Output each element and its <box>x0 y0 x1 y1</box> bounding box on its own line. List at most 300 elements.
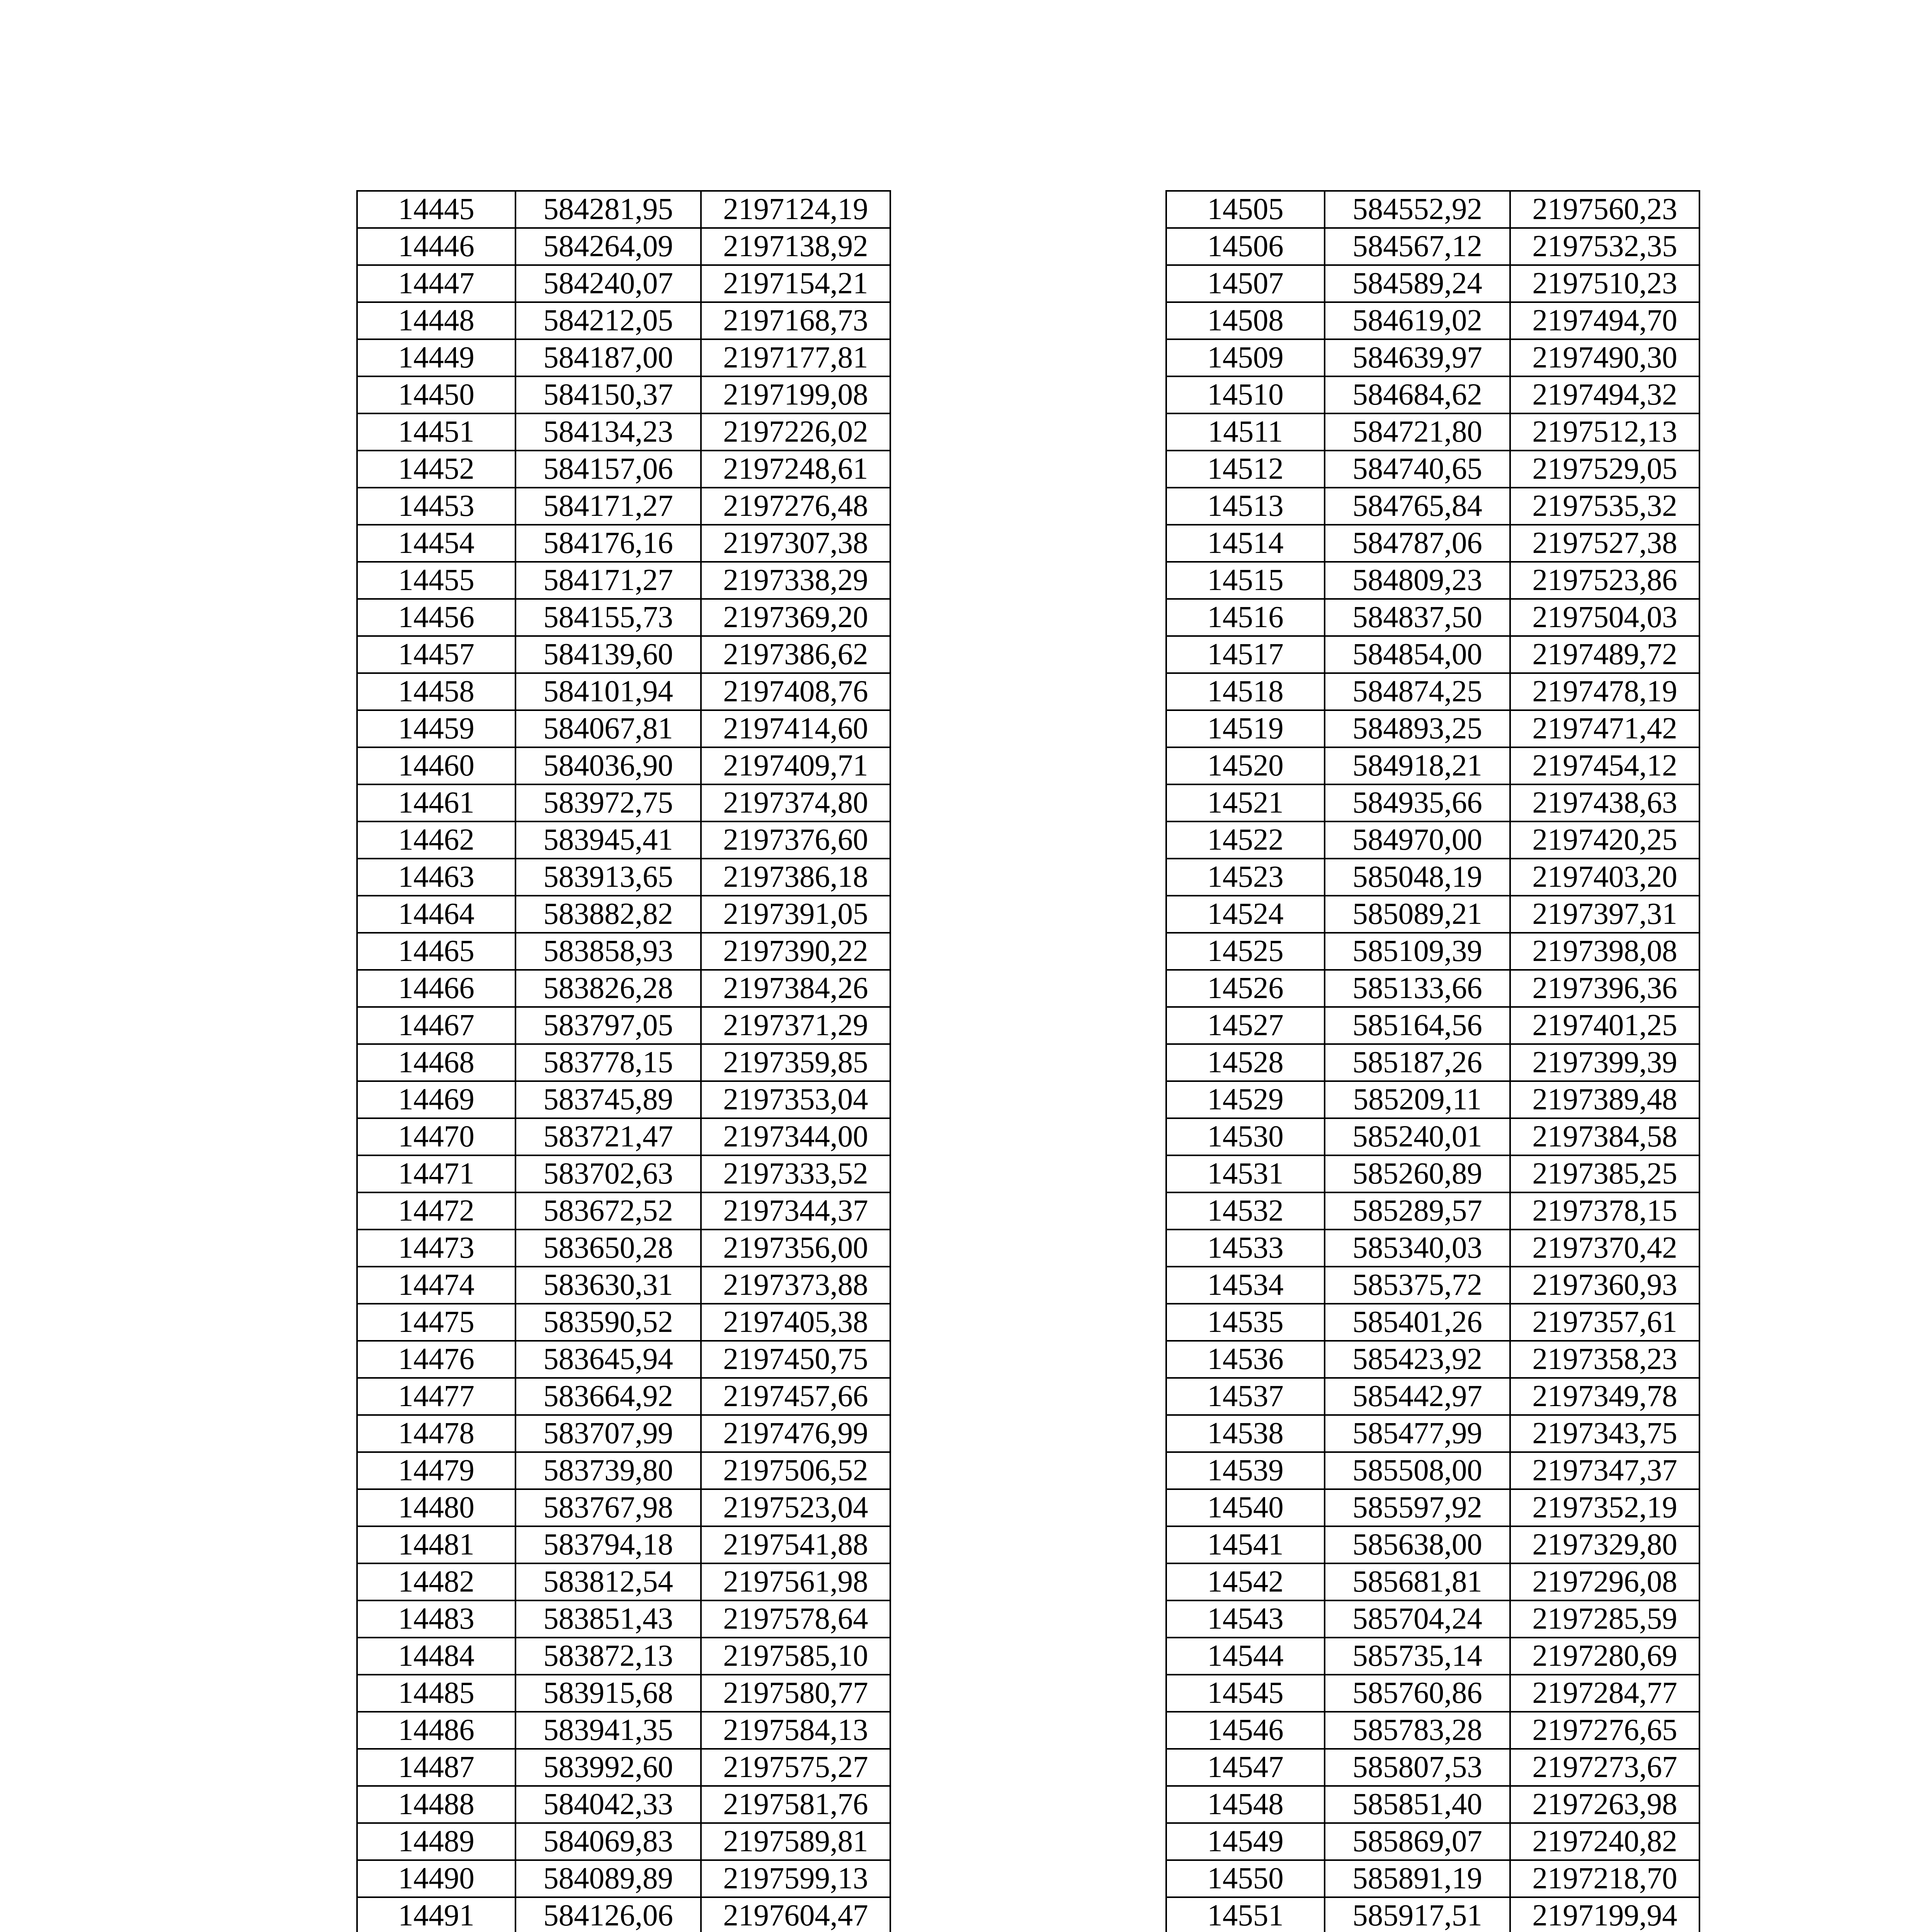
table-row <box>357 1638 890 1675</box>
y-coordinate-cell: 2197389,48 <box>1510 1081 1699 1118</box>
y-coordinate-cell: 2197240,82 <box>1510 1823 1699 1860</box>
point-number-cell: 14481 <box>357 1526 515 1563</box>
table-row <box>1166 1712 1699 1749</box>
x-coordinate-cell: 584089,89 <box>515 1860 701 1897</box>
x-coordinate-cell: 584042,33 <box>515 1786 701 1823</box>
x-coordinate-cell: 585807,53 <box>1325 1749 1510 1786</box>
y-coordinate-cell: 2197396,36 <box>1510 970 1699 1007</box>
x-coordinate-cell: 585704,24 <box>1325 1600 1510 1638</box>
point-number-cell: 14455 <box>357 562 515 599</box>
table-row <box>357 896 890 933</box>
x-coordinate-cell: 585260,89 <box>1325 1155 1510 1192</box>
y-coordinate-cell: 2197599,13 <box>701 1860 890 1897</box>
point-number-cell: 14490 <box>357 1860 515 1897</box>
table-row <box>357 302 890 339</box>
table-row <box>357 933 890 970</box>
y-coordinate-cell: 2197384,58 <box>1510 1118 1699 1155</box>
point-number-cell: 14543 <box>1166 1600 1325 1638</box>
y-coordinate-cell: 2197154,21 <box>701 265 890 302</box>
table-row <box>1166 1007 1699 1044</box>
table-row <box>357 228 890 265</box>
x-coordinate-cell: 584036,90 <box>515 747 701 784</box>
point-number-cell: 14514 <box>1166 525 1325 562</box>
point-number-cell: 14531 <box>1166 1155 1325 1192</box>
point-number-cell: 14461 <box>357 784 515 821</box>
point-number-cell: 14533 <box>1166 1230 1325 1267</box>
table-row <box>357 488 890 525</box>
y-coordinate-cell: 2197527,38 <box>1510 525 1699 562</box>
table-row <box>357 1007 890 1044</box>
x-coordinate-cell: 585133,66 <box>1325 970 1510 1007</box>
table-row <box>357 265 890 302</box>
table-row <box>357 710 890 747</box>
table-row <box>1166 1638 1699 1675</box>
point-number-cell: 14535 <box>1166 1304 1325 1341</box>
table-row <box>357 1304 890 1341</box>
y-coordinate-cell: 2197248,61 <box>701 451 890 488</box>
x-coordinate-cell: 585681,81 <box>1325 1563 1510 1600</box>
point-number-cell: 14469 <box>357 1081 515 1118</box>
x-coordinate-cell: 585109,39 <box>1325 933 1510 970</box>
y-coordinate-cell: 2197199,08 <box>701 376 890 413</box>
x-coordinate-cell: 585597,92 <box>1325 1489 1510 1526</box>
point-number-cell: 14456 <box>357 599 515 636</box>
x-coordinate-cell: 583739,80 <box>515 1452 701 1489</box>
x-coordinate-cell: 584874,25 <box>1325 673 1510 710</box>
point-number-cell: 14505 <box>1166 191 1325 228</box>
y-coordinate-cell: 2197535,32 <box>1510 488 1699 525</box>
table-row <box>357 1600 890 1638</box>
y-coordinate-cell: 2197581,76 <box>701 1786 890 1823</box>
table-row <box>357 1563 890 1600</box>
point-number-cell: 14467 <box>357 1007 515 1044</box>
point-number-cell: 14515 <box>1166 562 1325 599</box>
y-coordinate-cell: 2197438,63 <box>1510 784 1699 821</box>
x-coordinate-cell: 584809,23 <box>1325 562 1510 599</box>
point-number-cell: 14511 <box>1166 413 1325 451</box>
x-coordinate-cell: 583882,82 <box>515 896 701 933</box>
table-row <box>357 1860 890 1897</box>
y-coordinate-cell: 2197584,13 <box>701 1712 890 1749</box>
table-row <box>357 747 890 784</box>
point-number-cell: 14480 <box>357 1489 515 1526</box>
x-coordinate-cell: 585508,00 <box>1325 1452 1510 1489</box>
x-coordinate-cell: 584970,00 <box>1325 821 1510 859</box>
x-coordinate-cell: 584126,06 <box>515 1897 701 1932</box>
point-number-cell: 14448 <box>357 302 515 339</box>
table-row <box>1166 1230 1699 1267</box>
y-coordinate-cell: 2197307,38 <box>701 525 890 562</box>
point-number-cell: 14548 <box>1166 1786 1325 1823</box>
point-number-cell: 14524 <box>1166 896 1325 933</box>
point-number-cell: 14451 <box>357 413 515 451</box>
y-coordinate-cell: 2197369,20 <box>701 599 890 636</box>
point-number-cell: 14532 <box>1166 1192 1325 1230</box>
y-coordinate-cell: 2197523,86 <box>1510 562 1699 599</box>
table-row <box>1166 1415 1699 1452</box>
table-row <box>1166 1341 1699 1378</box>
table-row <box>357 1267 890 1304</box>
point-number-cell: 14449 <box>357 339 515 376</box>
x-coordinate-cell: 585187,26 <box>1325 1044 1510 1081</box>
x-coordinate-cell: 585401,26 <box>1325 1304 1510 1341</box>
y-coordinate-cell: 2197378,15 <box>1510 1192 1699 1230</box>
y-coordinate-cell: 2197494,70 <box>1510 302 1699 339</box>
point-number-cell: 14517 <box>1166 636 1325 673</box>
y-coordinate-cell: 2197371,29 <box>701 1007 890 1044</box>
x-coordinate-cell: 584837,50 <box>1325 599 1510 636</box>
y-coordinate-cell: 2197357,61 <box>1510 1304 1699 1341</box>
x-coordinate-cell: 584281,95 <box>515 191 701 228</box>
y-coordinate-cell: 2197512,13 <box>1510 413 1699 451</box>
y-coordinate-cell: 2197529,05 <box>1510 451 1699 488</box>
x-coordinate-cell: 583721,47 <box>515 1118 701 1155</box>
y-coordinate-cell: 2197386,18 <box>701 859 890 896</box>
x-coordinate-cell: 585851,40 <box>1325 1786 1510 1823</box>
table-row <box>357 821 890 859</box>
point-number-cell: 14527 <box>1166 1007 1325 1044</box>
point-number-cell: 14521 <box>1166 784 1325 821</box>
x-coordinate-cell: 584684,62 <box>1325 376 1510 413</box>
point-number-cell: 14471 <box>357 1155 515 1192</box>
x-coordinate-cell: 583664,92 <box>515 1378 701 1415</box>
y-coordinate-cell: 2197296,08 <box>1510 1563 1699 1600</box>
y-coordinate-cell: 2197408,76 <box>701 673 890 710</box>
y-coordinate-cell: 2197338,29 <box>701 562 890 599</box>
table-row <box>1166 859 1699 896</box>
table-row <box>1166 1081 1699 1118</box>
table-row <box>1166 228 1699 265</box>
y-coordinate-cell: 2197168,73 <box>701 302 890 339</box>
table-row <box>357 1044 890 1081</box>
y-coordinate-cell: 2197560,23 <box>1510 191 1699 228</box>
table-row <box>1166 339 1699 376</box>
x-coordinate-cell: 584567,12 <box>1325 228 1510 265</box>
x-coordinate-cell: 583858,93 <box>515 933 701 970</box>
x-coordinate-cell: 584171,27 <box>515 488 701 525</box>
x-coordinate-cell: 583915,68 <box>515 1675 701 1712</box>
point-number-cell: 14476 <box>357 1341 515 1378</box>
table-row <box>357 1823 890 1860</box>
table-row <box>1166 784 1699 821</box>
x-coordinate-cell: 583941,35 <box>515 1712 701 1749</box>
y-coordinate-cell: 2197585,10 <box>701 1638 890 1675</box>
x-coordinate-cell: 585869,07 <box>1325 1823 1510 1860</box>
x-coordinate-cell: 583972,75 <box>515 784 701 821</box>
point-number-cell: 14525 <box>1166 933 1325 970</box>
point-number-cell: 14516 <box>1166 599 1325 636</box>
table-row <box>1166 1155 1699 1192</box>
point-number-cell: 14541 <box>1166 1526 1325 1563</box>
y-coordinate-cell: 2197273,67 <box>1510 1749 1699 1786</box>
table-row <box>1166 599 1699 636</box>
table-row <box>357 784 890 821</box>
x-coordinate-cell: 584157,06 <box>515 451 701 488</box>
y-coordinate-cell: 2197398,08 <box>1510 933 1699 970</box>
table-row <box>1166 525 1699 562</box>
x-coordinate-cell: 584721,80 <box>1325 413 1510 451</box>
y-coordinate-cell: 2197285,59 <box>1510 1600 1699 1638</box>
point-number-cell: 14545 <box>1166 1675 1325 1712</box>
x-coordinate-cell: 584067,81 <box>515 710 701 747</box>
y-coordinate-cell: 2197399,39 <box>1510 1044 1699 1081</box>
table-row <box>357 1749 890 1786</box>
point-number-cell: 14542 <box>1166 1563 1325 1600</box>
point-number-cell: 14486 <box>357 1712 515 1749</box>
point-number-cell: 14539 <box>1166 1452 1325 1489</box>
x-coordinate-cell: 584765,84 <box>1325 488 1510 525</box>
point-number-cell: 14518 <box>1166 673 1325 710</box>
y-coordinate-cell: 2197352,19 <box>1510 1489 1699 1526</box>
x-coordinate-cell: 585209,11 <box>1325 1081 1510 1118</box>
table-row <box>1166 1823 1699 1860</box>
y-coordinate-cell: 2197478,19 <box>1510 673 1699 710</box>
x-coordinate-cell: 584552,92 <box>1325 191 1510 228</box>
point-number-cell: 14447 <box>357 265 515 302</box>
table-row <box>357 599 890 636</box>
point-number-cell: 14513 <box>1166 488 1325 525</box>
point-number-cell: 14470 <box>357 1118 515 1155</box>
table-row <box>357 451 890 488</box>
table-row <box>1166 1118 1699 1155</box>
table-row <box>357 562 890 599</box>
table-row <box>357 1786 890 1823</box>
x-coordinate-cell: 585423,92 <box>1325 1341 1510 1378</box>
y-coordinate-cell: 2197360,93 <box>1510 1267 1699 1304</box>
coordinates-table-right <box>1165 190 1700 1932</box>
point-number-cell: 14458 <box>357 673 515 710</box>
table-row <box>357 1155 890 1192</box>
y-coordinate-cell: 2197589,81 <box>701 1823 890 1860</box>
x-coordinate-cell: 583851,43 <box>515 1600 701 1638</box>
point-number-cell: 14453 <box>357 488 515 525</box>
x-coordinate-cell: 584069,83 <box>515 1823 701 1860</box>
y-coordinate-cell: 2197276,65 <box>1510 1712 1699 1749</box>
point-number-cell: 14464 <box>357 896 515 933</box>
x-coordinate-cell: 583913,65 <box>515 859 701 896</box>
point-number-cell: 14534 <box>1166 1267 1325 1304</box>
point-number-cell: 14537 <box>1166 1378 1325 1415</box>
x-coordinate-cell: 584212,05 <box>515 302 701 339</box>
point-number-cell: 14507 <box>1166 265 1325 302</box>
x-coordinate-cell: 583590,52 <box>515 1304 701 1341</box>
y-coordinate-cell: 2197409,71 <box>701 747 890 784</box>
x-coordinate-cell: 583645,94 <box>515 1341 701 1378</box>
x-coordinate-cell: 584619,02 <box>1325 302 1510 339</box>
y-coordinate-cell: 2197541,88 <box>701 1526 890 1563</box>
point-number-cell: 14519 <box>1166 710 1325 747</box>
x-coordinate-cell: 583797,05 <box>515 1007 701 1044</box>
point-number-cell: 14454 <box>357 525 515 562</box>
table-row <box>1166 451 1699 488</box>
table-row <box>1166 896 1699 933</box>
table-row <box>1166 1044 1699 1081</box>
table-row <box>1166 821 1699 859</box>
y-coordinate-cell: 2197359,85 <box>701 1044 890 1081</box>
y-coordinate-cell: 2197370,42 <box>1510 1230 1699 1267</box>
point-number-cell: 14479 <box>357 1452 515 1489</box>
point-number-cell: 14549 <box>1166 1823 1325 1860</box>
y-coordinate-cell: 2197386,62 <box>701 636 890 673</box>
point-number-cell: 14546 <box>1166 1712 1325 1749</box>
point-number-cell: 14522 <box>1166 821 1325 859</box>
y-coordinate-cell: 2197490,30 <box>1510 339 1699 376</box>
point-number-cell: 14474 <box>357 1267 515 1304</box>
coordinates-table-left <box>356 190 891 1932</box>
x-coordinate-cell: 585442,97 <box>1325 1378 1510 1415</box>
x-coordinate-cell: 584134,23 <box>515 413 701 451</box>
x-coordinate-cell: 585477,99 <box>1325 1415 1510 1452</box>
x-coordinate-cell: 585240,01 <box>1325 1118 1510 1155</box>
x-coordinate-cell: 584740,65 <box>1325 451 1510 488</box>
table-row <box>1166 1304 1699 1341</box>
point-number-cell: 14472 <box>357 1192 515 1230</box>
table-row <box>357 376 890 413</box>
table-row <box>1166 710 1699 747</box>
table-row <box>1166 1378 1699 1415</box>
x-coordinate-cell: 585760,86 <box>1325 1675 1510 1712</box>
y-coordinate-cell: 2197226,02 <box>701 413 890 451</box>
point-number-cell: 14528 <box>1166 1044 1325 1081</box>
x-coordinate-cell: 585917,51 <box>1325 1897 1510 1932</box>
point-number-cell: 14445 <box>357 191 515 228</box>
y-coordinate-cell: 2197284,77 <box>1510 1675 1699 1712</box>
y-coordinate-cell: 2197454,12 <box>1510 747 1699 784</box>
y-coordinate-cell: 2197401,25 <box>1510 1007 1699 1044</box>
y-coordinate-cell: 2197376,60 <box>701 821 890 859</box>
y-coordinate-cell: 2197343,75 <box>1510 1415 1699 1452</box>
table-row <box>357 1675 890 1712</box>
y-coordinate-cell: 2197450,75 <box>701 1341 890 1378</box>
y-coordinate-cell: 2197177,81 <box>701 339 890 376</box>
x-coordinate-cell: 583745,89 <box>515 1081 701 1118</box>
x-coordinate-cell: 583992,60 <box>515 1749 701 1786</box>
table-row <box>1166 636 1699 673</box>
point-number-cell: 14485 <box>357 1675 515 1712</box>
y-coordinate-cell: 2197276,48 <box>701 488 890 525</box>
table-row <box>1166 265 1699 302</box>
y-coordinate-cell: 2197347,37 <box>1510 1452 1699 1489</box>
table-row <box>1166 673 1699 710</box>
point-number-cell: 14446 <box>357 228 515 265</box>
table-row <box>357 636 890 673</box>
point-number-cell: 14468 <box>357 1044 515 1081</box>
y-coordinate-cell: 2197344,00 <box>701 1118 890 1155</box>
x-coordinate-cell: 584935,66 <box>1325 784 1510 821</box>
table-row <box>1166 1192 1699 1230</box>
y-coordinate-cell: 2197561,98 <box>701 1563 890 1600</box>
y-coordinate-cell: 2197489,72 <box>1510 636 1699 673</box>
y-coordinate-cell: 2197578,64 <box>701 1600 890 1638</box>
point-number-cell: 14463 <box>357 859 515 896</box>
coordinates-table-left-body <box>357 191 890 1932</box>
x-coordinate-cell: 584787,06 <box>1325 525 1510 562</box>
table-row <box>357 1415 890 1452</box>
table-row <box>357 673 890 710</box>
table-row <box>1166 747 1699 784</box>
y-coordinate-cell: 2197405,38 <box>701 1304 890 1341</box>
x-coordinate-cell: 584139,60 <box>515 636 701 673</box>
y-coordinate-cell: 2197580,77 <box>701 1675 890 1712</box>
table-row <box>357 1897 890 1932</box>
point-number-cell: 14529 <box>1166 1081 1325 1118</box>
x-coordinate-cell: 584187,00 <box>515 339 701 376</box>
y-coordinate-cell: 2197384,26 <box>701 970 890 1007</box>
x-coordinate-cell: 585638,00 <box>1325 1526 1510 1563</box>
x-coordinate-cell: 583826,28 <box>515 970 701 1007</box>
x-coordinate-cell: 583672,52 <box>515 1192 701 1230</box>
y-coordinate-cell: 2197494,32 <box>1510 376 1699 413</box>
y-coordinate-cell: 2197349,78 <box>1510 1378 1699 1415</box>
point-number-cell: 14466 <box>357 970 515 1007</box>
x-coordinate-cell: 584854,00 <box>1325 636 1510 673</box>
point-number-cell: 14482 <box>357 1563 515 1600</box>
x-coordinate-cell: 583794,18 <box>515 1526 701 1563</box>
y-coordinate-cell: 2197476,99 <box>701 1415 890 1452</box>
table-row <box>1166 1563 1699 1600</box>
point-number-cell: 14450 <box>357 376 515 413</box>
table-row <box>1166 1749 1699 1786</box>
x-coordinate-cell: 584176,16 <box>515 525 701 562</box>
point-number-cell: 14488 <box>357 1786 515 1823</box>
y-coordinate-cell: 2197397,31 <box>1510 896 1699 933</box>
x-coordinate-cell: 584589,24 <box>1325 265 1510 302</box>
y-coordinate-cell: 2197471,42 <box>1510 710 1699 747</box>
y-coordinate-cell: 2197333,52 <box>701 1155 890 1192</box>
table-row <box>1166 376 1699 413</box>
x-coordinate-cell: 584240,07 <box>515 265 701 302</box>
y-coordinate-cell: 2197373,88 <box>701 1267 890 1304</box>
y-coordinate-cell: 2197414,60 <box>701 710 890 747</box>
point-number-cell: 14526 <box>1166 970 1325 1007</box>
table-row <box>1166 1526 1699 1563</box>
x-coordinate-cell: 584155,73 <box>515 599 701 636</box>
y-coordinate-cell: 2197356,00 <box>701 1230 890 1267</box>
table-row <box>357 1526 890 1563</box>
point-number-cell: 14506 <box>1166 228 1325 265</box>
point-number-cell: 14462 <box>357 821 515 859</box>
x-coordinate-cell: 584264,09 <box>515 228 701 265</box>
x-coordinate-cell: 584150,37 <box>515 376 701 413</box>
y-coordinate-cell: 2197344,37 <box>701 1192 890 1230</box>
x-coordinate-cell: 585340,03 <box>1325 1230 1510 1267</box>
point-number-cell: 14508 <box>1166 302 1325 339</box>
table-row <box>1166 1860 1699 1897</box>
y-coordinate-cell: 2197263,98 <box>1510 1786 1699 1823</box>
table-row <box>1166 1786 1699 1823</box>
table-row <box>357 1192 890 1230</box>
y-coordinate-cell: 2197523,04 <box>701 1489 890 1526</box>
table-row <box>357 413 890 451</box>
y-coordinate-cell: 2197385,25 <box>1510 1155 1699 1192</box>
x-coordinate-cell: 584639,97 <box>1325 339 1510 376</box>
point-number-cell: 14536 <box>1166 1341 1325 1378</box>
x-coordinate-cell: 585783,28 <box>1325 1712 1510 1749</box>
table-row <box>357 970 890 1007</box>
y-coordinate-cell: 2197138,92 <box>701 228 890 265</box>
y-coordinate-cell: 2197420,25 <box>1510 821 1699 859</box>
x-coordinate-cell: 583707,99 <box>515 1415 701 1452</box>
y-coordinate-cell: 2197391,05 <box>701 896 890 933</box>
y-coordinate-cell: 2197390,22 <box>701 933 890 970</box>
table-row <box>357 525 890 562</box>
x-coordinate-cell: 583812,54 <box>515 1563 701 1600</box>
point-number-cell: 14460 <box>357 747 515 784</box>
point-number-cell: 14547 <box>1166 1749 1325 1786</box>
table-row <box>1166 1489 1699 1526</box>
table-row <box>357 1341 890 1378</box>
y-coordinate-cell: 2197532,35 <box>1510 228 1699 265</box>
